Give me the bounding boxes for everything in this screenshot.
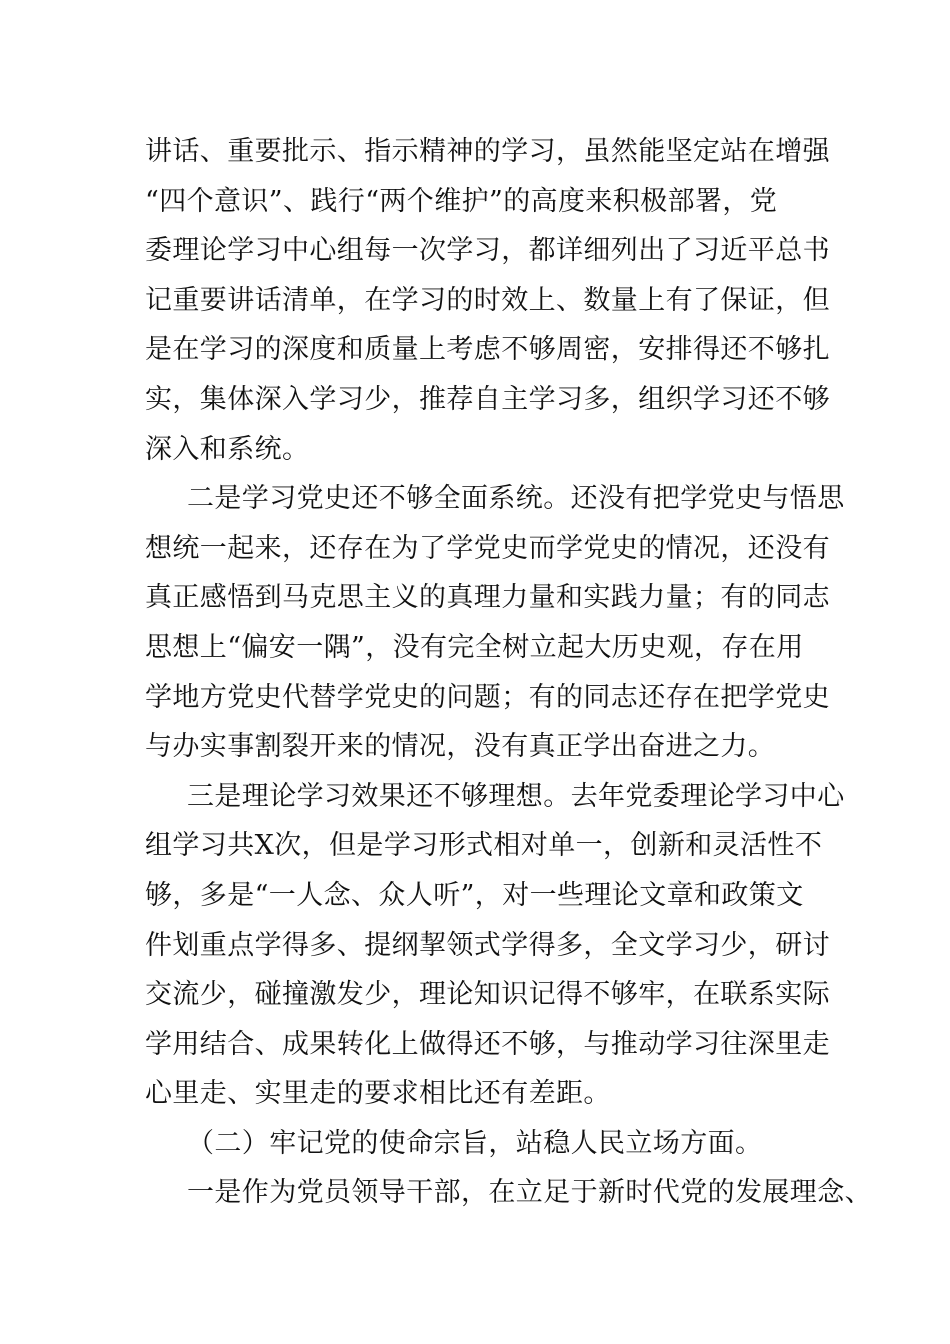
paragraph-start-line: 三是理论学习效果还不够理想。去年党委理论学习中心 — [187, 780, 845, 812]
text-line: 与办实事割裂开来的情况，没有真正学出奋进之力。 — [145, 731, 776, 763]
document-body — [145, 127, 872, 1218]
section-heading: （二）牢记党的使命宗旨，站稳人民立场方面。 — [187, 1127, 763, 1159]
text-line: 真正感悟到马克思主义的真理力量和实践力量；有的同志 — [145, 582, 830, 614]
text-line: 组学习共X次，但是学习形式相对单一，创新和灵活性不 — [145, 830, 823, 862]
text-line: 够，多是“一人念、众人听”，对一些理论文章和政策文 — [145, 879, 804, 911]
text-line: 想统一起来，还存在为了学党史而学党史的情况，还没有 — [145, 532, 830, 564]
text-line: 交流少，碰撞激发少，理论知识记得不够牢，在联系实际 — [145, 979, 830, 1011]
text-line: 件划重点学得多、提纲挈领式学得多，全文学习少，研讨 — [145, 929, 830, 961]
text-line: “四个意识”、践行“两个维护”的高度来积极部署，党 — [145, 185, 778, 217]
text-line: 学地方党史代替学党史的问题；有的同志还存在把学党史 — [145, 681, 830, 713]
text-line: 委理论学习中心组每一次学习，都详细列出了习近平总书 — [145, 235, 830, 267]
text-line: 心里走、实里走的要求相比还有差距。 — [145, 1078, 611, 1110]
text-line: 实，集体深入学习少，推荐自主学习多，组织学习还不够 — [145, 383, 830, 415]
text-line: 记重要讲话清单，在学习的时效上、数量上有了保证，但 — [145, 284, 830, 316]
text-line: 思想上“偏安一隅”，没有完全树立起大历史观，存在用 — [145, 631, 804, 663]
text-line: 学用结合、成果转化上做得还不够，与推动学习往深里走 — [145, 1028, 830, 1060]
paragraph-start-line: 二是学习党史还不够全面系统。还没有把学党史与悟思 — [187, 483, 845, 515]
text-line: 是在学习的深度和质量上考虑不够周密，安排得还不够扎 — [145, 334, 830, 366]
text-line: 深入和系统。 — [145, 433, 310, 465]
paragraph-start-line: 一是作为党员领导干部，在立足于新时代党的发展理念、 — [187, 1177, 872, 1209]
text-line: 讲话、重要批示、指示精神的学习，虽然能坚定站在增强 — [145, 136, 830, 167]
